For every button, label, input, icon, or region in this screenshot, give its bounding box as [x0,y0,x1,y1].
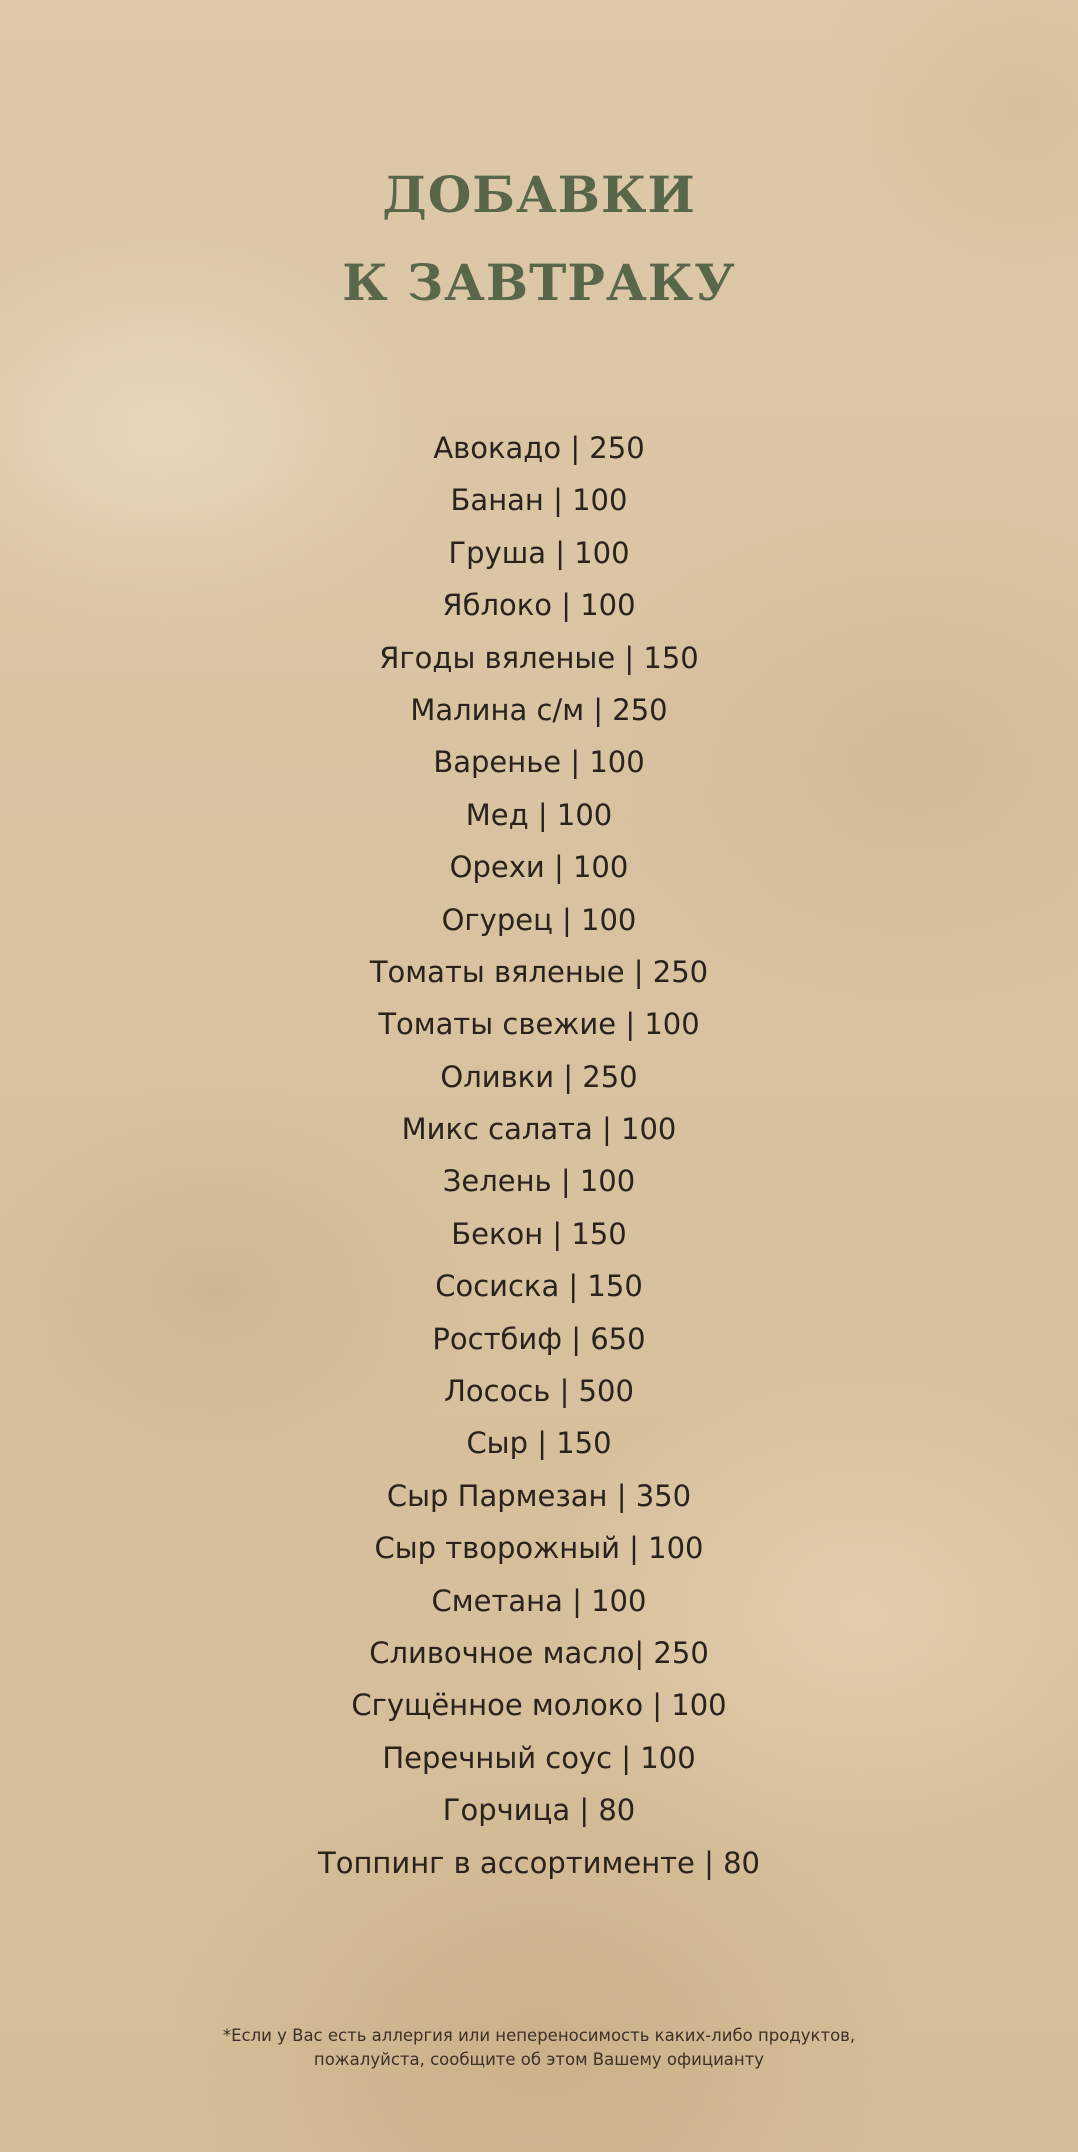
menu-item: Горчица | 80 [442,1793,636,1828]
menu-item: Сыр Пармезан | 350 [386,1478,692,1513]
menu-item: Орехи | 100 [449,850,629,885]
menu-item: Малина с/м | 250 [410,692,668,727]
menu-item: Авокадо | 250 [433,431,645,465]
menu-list [0,422,1078,1889]
menu-item: Сметана | 100 [431,1583,647,1618]
allergy-footnote [0,2024,1078,2072]
footnote-line-1: *Если у Вас есть аллергия или непереносимость каких-либо продуктов, [222,2026,856,2045]
menu-item: Бекон | 150 [451,1216,627,1251]
menu-item: Сгущённое молоко | 100 [351,1688,727,1723]
menu-item: Сыр творожный | 100 [374,1531,704,1566]
menu-item: Яблоко | 100 [442,588,636,623]
menu-item: Томаты свежие | 100 [378,1007,700,1042]
menu-item: Ягоды вяленые | 150 [379,640,699,675]
menu-item: Мед | 100 [465,797,613,832]
menu-item: Лосось | 500 [444,1374,634,1409]
menu-item: Зелень | 100 [442,1164,636,1199]
menu-item: Сосиска | 150 [435,1269,643,1304]
menu-item: Варенье | 100 [433,745,645,780]
page-title-line-2: К ЗАВТРАКУ [342,253,736,312]
menu-item: Груша | 100 [448,535,630,570]
footnote-line-2: пожалуйста, сообщите об этом Вашему официанту [313,2050,765,2069]
menu-item: Сыр | 150 [466,1426,612,1461]
menu-item: Перечный соус | 100 [382,1740,696,1775]
menu-item: Микс салата | 100 [401,1112,677,1147]
menu-item: Оливки | 250 [440,1059,638,1094]
menu-item: Сливочное масло| 250 [369,1635,709,1670]
menu-item: Томаты вяленые | 250 [369,954,709,989]
menu-item: Ростбиф | 650 [432,1321,646,1356]
page-title-line-1: ДОБАВКИ [382,165,696,224]
menu-item: Топпинг в ассортименте | 80 [317,1845,761,1880]
menu-item: Огурец | 100 [441,902,637,937]
menu-item: Банан | 100 [450,483,628,518]
